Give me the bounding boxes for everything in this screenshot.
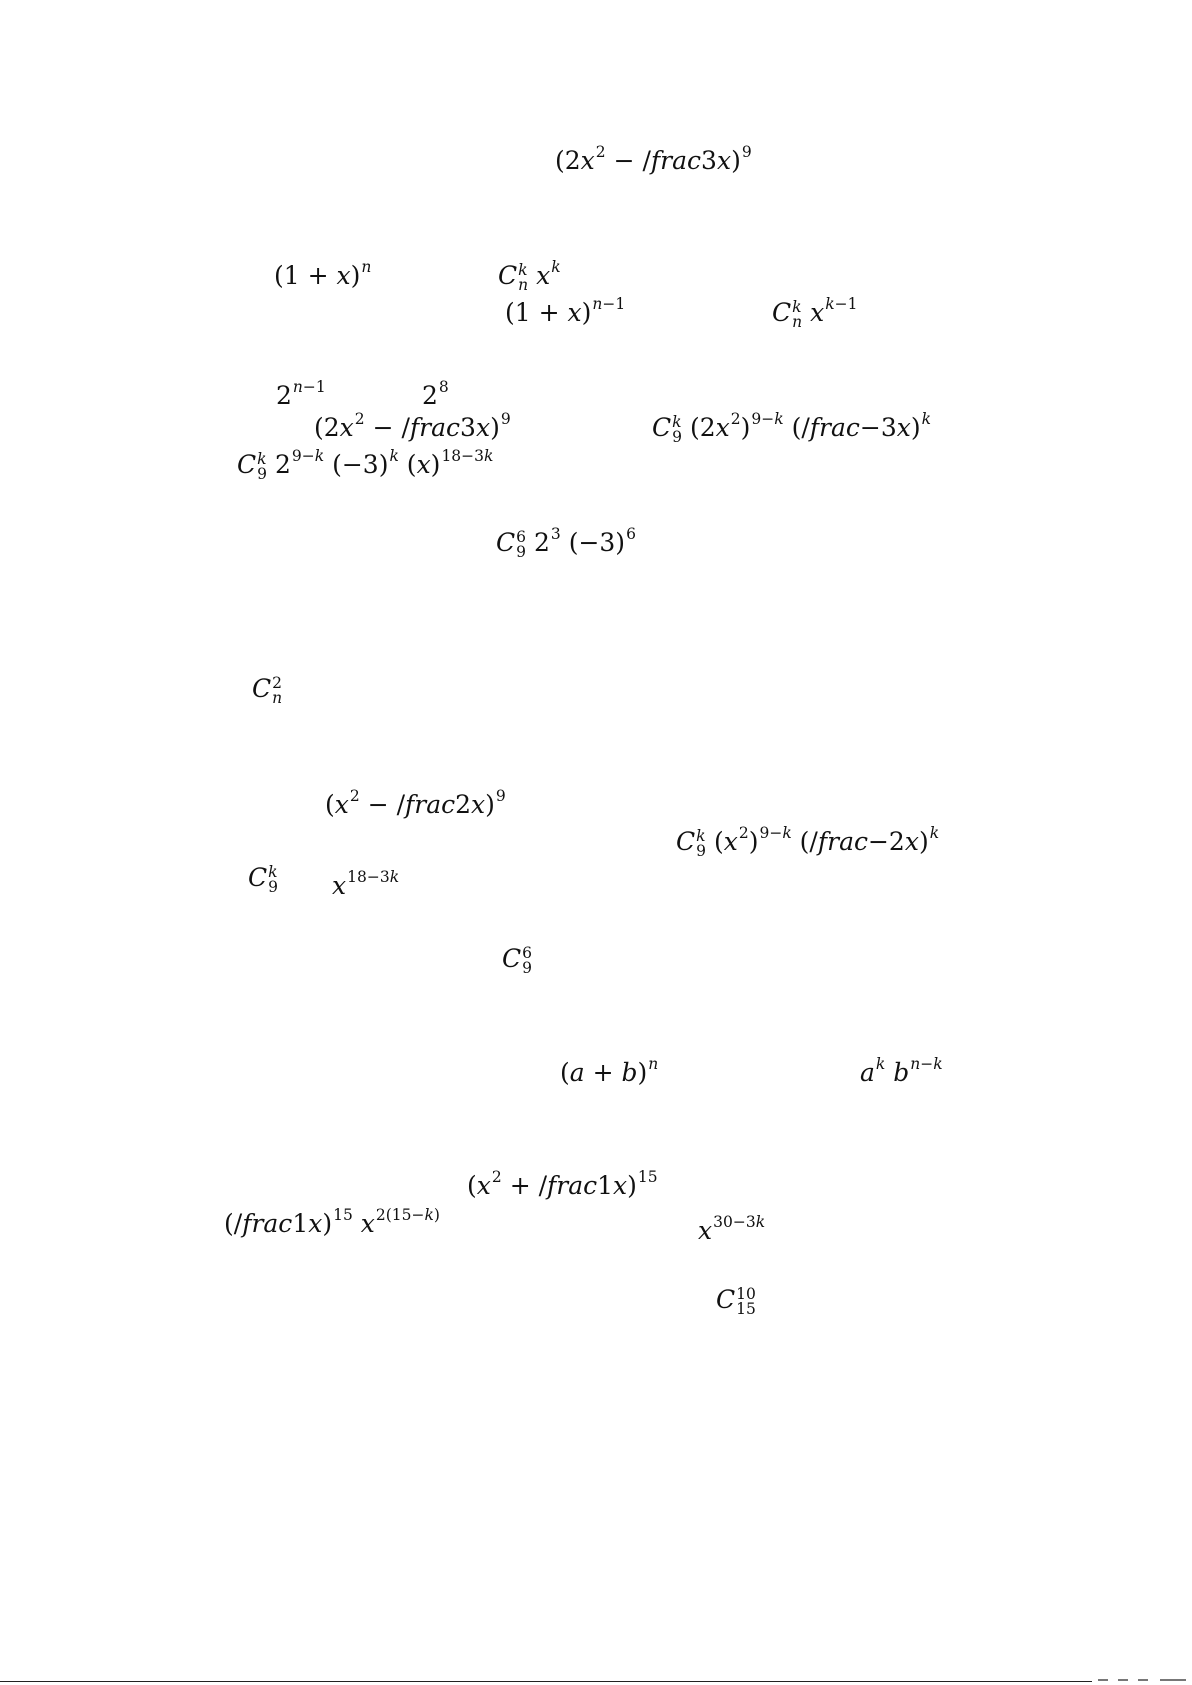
page-bottom-mark (1118, 1679, 1128, 1681)
page-bottom-mark (1138, 1679, 1148, 1681)
formula-x-pow-30-minus-3k: $x^{30-3k}$ (698, 1212, 766, 1245)
formula-cnk-xk: C k n $x^k$ (498, 258, 561, 294)
formula-q4: ($x^2$ − /frac2x)$^9$ (325, 786, 506, 819)
formula-general-term-q1: C k 9 $(2x^2)^{9-k}$ (/frac−3x)$^k$ (652, 410, 932, 446)
formula-q4-answer: C 6 9 (502, 944, 533, 977)
page-bottom-mark (1098, 1679, 1108, 1681)
formula-c9k: C k 9 (248, 863, 279, 896)
formula-2-pow-n-minus-1: $2^{n-1}$ (276, 377, 326, 410)
formula-general-term-q1-simplified: C k 9 $2^{9-k}$ $(-3)^k$ $(x)^{18-3k}$ (237, 447, 494, 483)
formula-2-pow-8: $2^8$ (422, 377, 449, 410)
page-bottom-rule (0, 1681, 1092, 1682)
page-bottom-mark (1160, 1679, 1186, 1681)
formula-x-pow-18-minus-3k: $x^{18-3k}$ (332, 867, 400, 900)
formula-q1: ($2x^2$ − /frac3x)$^9$ (555, 142, 752, 175)
formula-cnk-xk-minus-1: C k n $x^{k-1}$ (772, 295, 858, 331)
formula-q6: ($x^2$ + /frac1x)$^{15}$ (467, 1167, 658, 1200)
formula-cn2: C 2 n (252, 674, 283, 707)
formula-general-term-q4: C k 9 $(x^2)^{9-k}$ (/frac−2x)$^k$ (676, 824, 940, 860)
formula-a-plus-b-n: $(a + b)^n$ (560, 1054, 659, 1087)
formula-q6-answer: C 10 15 (716, 1285, 756, 1318)
formula-q6-term: (/frac1x)$^{15}$ $x^{2(15-k)}$ (224, 1205, 440, 1238)
formula-q1-repeat: ($2x^2$ − /frac3x)$^9$ (314, 409, 511, 442)
formula-binomial-n: $(1 + x)^n$ (274, 257, 372, 290)
formula-ak-bnk: $a^k$ $b^{n-k}$ (860, 1054, 943, 1087)
formula-binomial-n-minus-1: $(1 + x)^{n-1}$ (505, 294, 626, 327)
formula-q1-answer: C 6 9 $2^3$ $(-3)^6$ (496, 525, 636, 561)
